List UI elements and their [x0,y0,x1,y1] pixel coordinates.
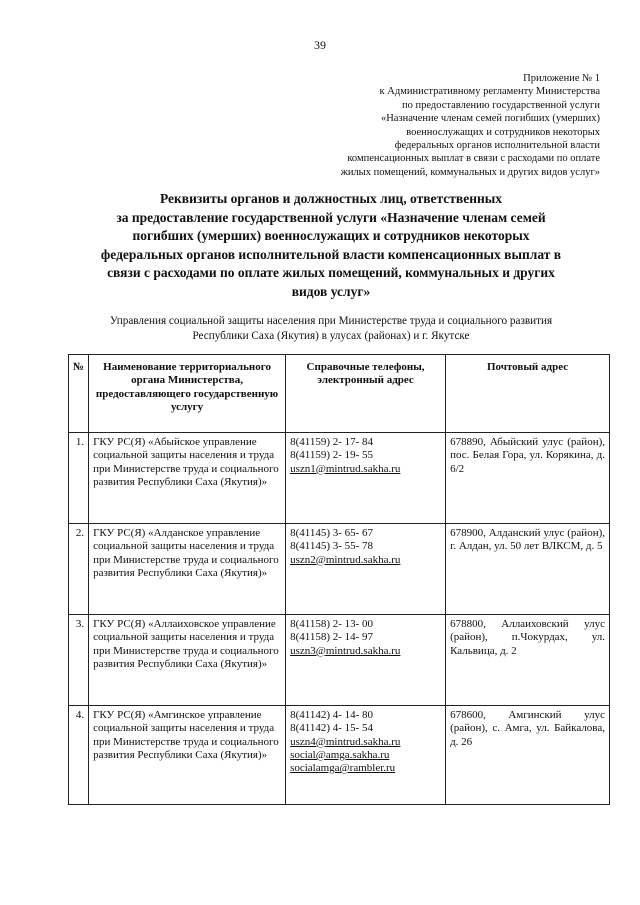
header-address: Почтовый адрес [446,355,610,433]
appendix-line: жилых помещений, коммунальных и других видов услуг» [340,166,600,178]
email-link[interactable]: social@amga.sakha.ru [290,748,390,761]
postal-address: 678890, Абыйский улус (район), пос. Белая Гора, ул. Корякина, д. 6/2 [446,433,610,524]
appendix-line: по предоставлению государственной услуги [402,99,600,111]
contacts-cell [286,524,446,615]
postal-address: 678600, Амгинский улус (район), с. Амга, ул. Байкалова, д. 26 [446,706,610,805]
phone-number: 8(41159) 2- 17- 84 [290,436,374,448]
appendix-line: «Назначение членам семей погибших (умерших) [380,113,600,125]
row-number: 2. [69,524,89,615]
postal-address: 678800, Аллаиховский улус (район), п.Чокурдах, ул. Кальвица, д. 2 [446,615,610,706]
appendix-line: военнослужащих и сотрудников некоторых [406,126,600,138]
title-line: погибших (умерших) военнослужащих и сотрудников некоторых [132,228,530,244]
title-line: связи с расходами по оплате жилых помещений, коммунальных и других [107,265,555,281]
title-line: за предоставление государственной услуги «Назначение членам семей [116,209,546,225]
contacts-cell [286,706,446,805]
row-number: 1. [69,433,89,524]
table-header-row [69,355,610,433]
phone-number: 8(41158) 2- 13- 00 [290,618,374,630]
phone-number: 8(41158) 2- 14- 97 [290,631,374,644]
subtitle-line: Республики Саха (Якутия) в улусах (районах) и г. Якутске [192,329,470,342]
row-number: 4. [69,706,89,805]
subtitle-line: Управления социальной защиты населения при Министерстве труда и социального развития [109,315,553,327]
title-line: Реквизиты органов и должностных лиц, ответственных [159,191,503,206]
header-num: № [69,355,89,433]
office-name: ГКУ РС(Я) «Амгинское управление социальной защиты населения и труда при Министерстве труда и социального развития Республики Саха (Якутия)» [89,706,286,805]
table-row [69,524,610,615]
postal-address: 678900, Алданский улус (район), г. Алдан, ул. 50 лет ВЛКСМ, д. 5 [446,524,610,615]
table-row [69,433,610,524]
contacts-cell [286,433,446,524]
title-line: видов услуг» [291,283,371,299]
phone-number: 8(41159) 2- 19- 55 [290,449,374,462]
phone-number: 8(41145) 3- 65- 67 [290,527,374,539]
phone-number: 8(41145) 3- 55- 78 [290,540,374,553]
appendix-line: Приложение № 1 [523,73,600,84]
appendix-line: компенсационных выплат в связи с расходами по оплате [347,153,600,165]
email-link[interactable]: uszn1@mintrud.sakha.ru [290,462,401,475]
phone-number: 8(41142) 4- 15- 54 [290,722,374,735]
table-row [69,706,610,805]
row-number: 3. [69,615,89,706]
document-title [62,190,600,302]
phone-number: 8(41142) 4- 14- 80 [290,709,374,721]
requisites-table [68,354,610,805]
appendix-line: федеральных органов исполнительной власти [394,140,600,152]
appendix-note [280,72,600,179]
office-name: ГКУ РС(Я) «Аллаиховское управление социальной защиты населения и труда при Министерстве труда и социального развития Республики Саха (Якутия)» [89,615,286,706]
email-link[interactable]: uszn2@mintrud.sakha.ru [290,553,401,566]
title-line: федеральных органов исполнительной власти компенсационных выплат в [100,246,562,262]
email-link[interactable]: uszn4@mintrud.sakha.ru [290,735,401,748]
contacts-cell [286,615,446,706]
section-subtitle [62,314,600,343]
header-contacts: Справочные телефоны, электронный адрес [286,355,446,433]
email-link[interactable]: socialamga@rambler.ru [290,762,396,775]
appendix-line: к Административному регламенту Министерства [379,86,600,98]
table-row [69,615,610,706]
office-name: ГКУ РС(Я) «Алданское управление социальной защиты населения и труда при Министерстве труда и социального развития Республики Саха (Якутия)» [89,524,286,615]
email-link[interactable]: uszn3@mintrud.sakha.ru [290,644,401,657]
header-name: Наименование территориального органа Министерства, предоставляющего государственную услугу [89,355,286,433]
page-number: 39 [314,38,326,52]
office-name: ГКУ РС(Я) «Абыйское управление социальной защиты населения и труда при Министерстве труда и социального развития Республики Саха (Якутия)» [89,433,286,524]
